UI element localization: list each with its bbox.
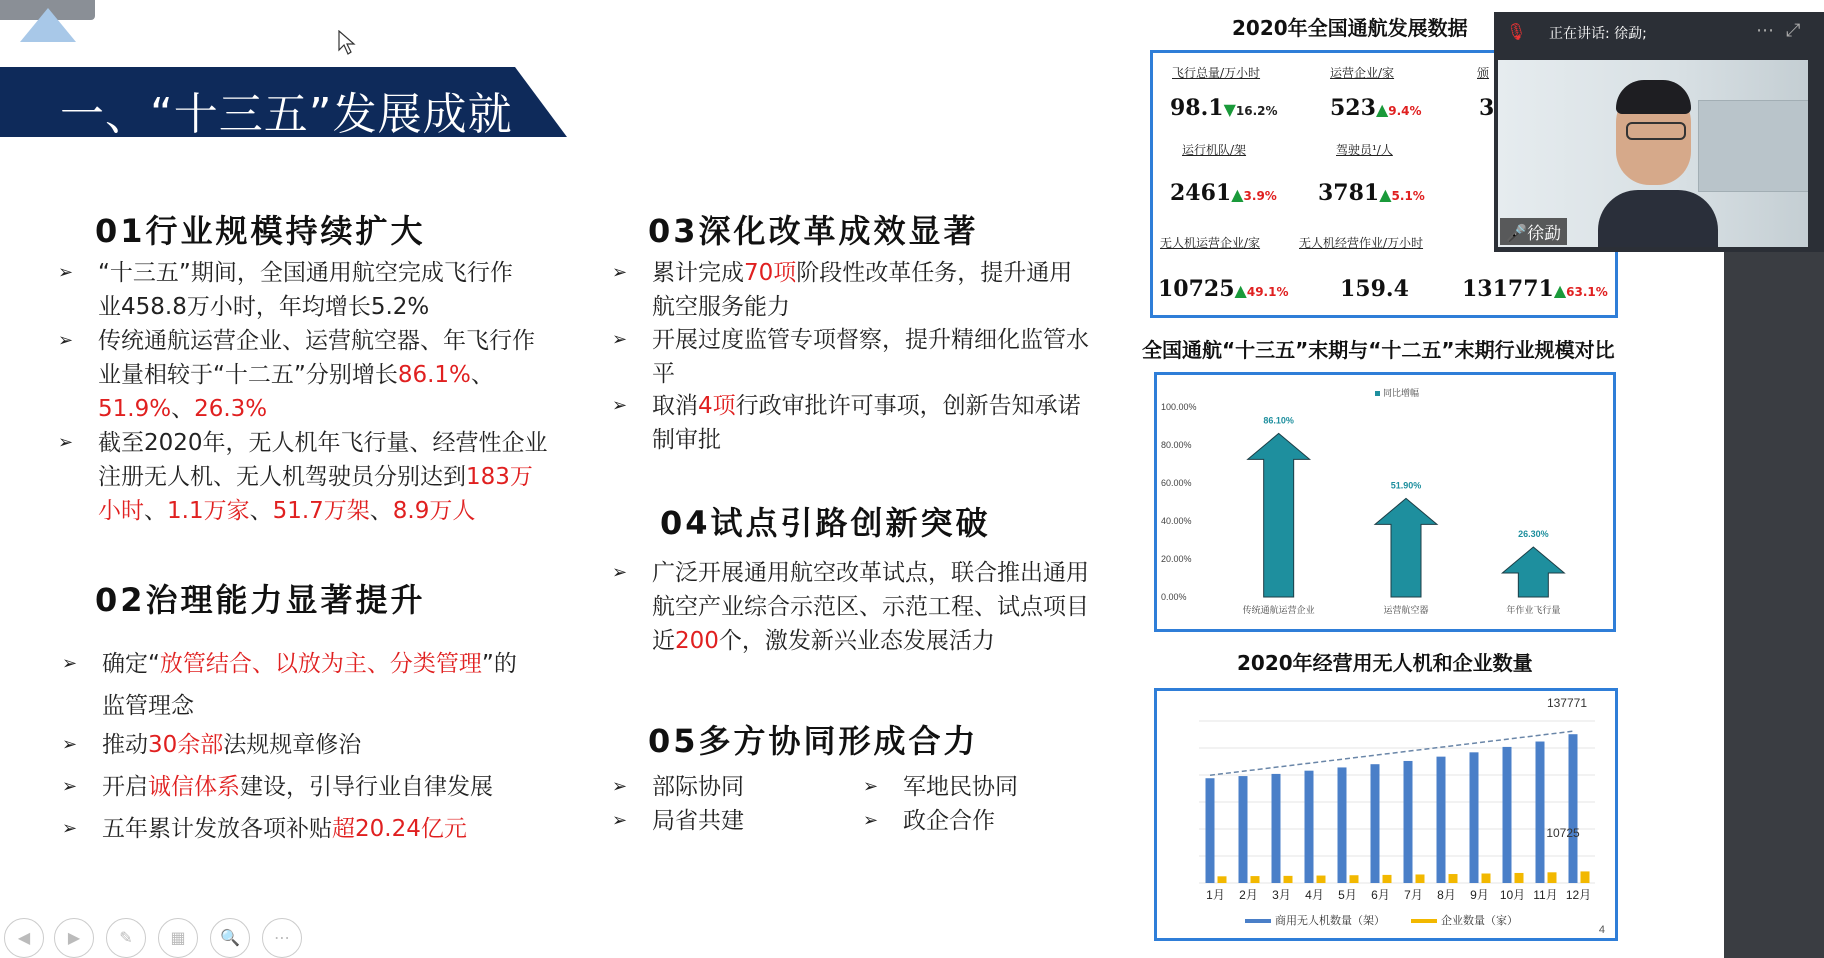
y-tick-label: 80.00% xyxy=(1161,440,1192,450)
page-number: 4 xyxy=(1598,924,1605,936)
company-count-bar xyxy=(1482,873,1491,883)
company-count-bar xyxy=(1581,871,1590,883)
x-tick-label: 4月 xyxy=(1305,888,1324,902)
legend-swatch xyxy=(1375,391,1380,396)
stat-label-pilots: 驾驶员¹/人 xyxy=(1336,143,1393,157)
y-tick-label: 100.00% xyxy=(1161,402,1197,412)
stat-label-fleet: 运行机队/架 xyxy=(1182,143,1247,157)
zoom-button[interactable] xyxy=(210,918,250,958)
s02-bullet-2: ➢ 推动30余部法规规章修治 xyxy=(62,728,532,762)
s03-bullet-2: ➢ 开展过度监管专项督察，提升精细化监管水平 xyxy=(612,323,1092,391)
x-tick-label: 11月 xyxy=(1533,888,1558,902)
speaker-body xyxy=(1598,190,1718,247)
drone-count-bar xyxy=(1338,767,1347,883)
arrow-bullet-icon: ➢ xyxy=(58,330,74,351)
drone-count-bar xyxy=(1437,757,1446,883)
section-05-heading: 05多方协同形成合力 xyxy=(648,722,979,760)
arrow-bullet-icon: ➢ xyxy=(58,432,74,453)
arrow-bar xyxy=(1248,433,1310,597)
mouse-cursor-icon xyxy=(337,30,357,56)
section-01-heading: 01行业规模持续扩大 xyxy=(95,212,426,250)
stat-drones: 131771▲63.1% xyxy=(1462,276,1608,302)
x-tick-label: 2月 xyxy=(1239,888,1258,902)
legend-label: 商用无人机数量（架） xyxy=(1275,915,1385,927)
drone-chart-box xyxy=(1154,688,1618,941)
x-tick-label: 运营航空器 xyxy=(1383,605,1429,615)
arrow-bullet-icon: ➢ xyxy=(62,818,78,839)
company-count-bar xyxy=(1383,875,1392,883)
drone-count-bar xyxy=(1206,778,1215,883)
s03-bullet-3: ➢ 取消4项行政审批许可事项，创新告知承诺制审批 xyxy=(612,389,1092,457)
y-tick-label: 40.00% xyxy=(1161,516,1192,526)
stat-pilots: 3781▲5.1% xyxy=(1318,180,1425,206)
company-annotation: 10725 xyxy=(1546,826,1580,840)
mic-muted-icon[interactable]: 🎙 xyxy=(1506,22,1527,41)
more-icon: ⋯ xyxy=(274,928,290,947)
s05-item-4: ➢ 政企合作 xyxy=(863,804,1083,838)
s02-bullet-3: ➢ 开启诚信体系建设，引导行业自律发展 xyxy=(62,770,532,804)
stat-operators: 523▲9.4% xyxy=(1330,95,1422,121)
s01-bullet-2: ➢ 传统通航运营企业、运营航空器、年飞行作业量相较于“十二五”分别增长86.1%、51.9%、26.3% xyxy=(58,324,548,426)
wall-map xyxy=(1698,100,1808,192)
y-tick-label: 0.00% xyxy=(1161,592,1187,602)
bar-value-label: 51.90% xyxy=(1390,480,1422,491)
x-tick-label: 3月 xyxy=(1272,888,1291,902)
prev-icon: ◀ xyxy=(17,928,31,947)
drone-count-bar xyxy=(1239,776,1248,883)
stat-label-drone-ops: 无人机经营作业/万小时 xyxy=(1299,236,1424,250)
drone-chart xyxy=(1157,691,1615,938)
bar-value-label: 26.30% xyxy=(1518,529,1549,540)
drone-count-bar xyxy=(1371,764,1380,883)
stats-title: 2020年全国通航发展数据 xyxy=(1232,16,1468,40)
compare-chart-box xyxy=(1154,372,1616,632)
x-tick-label: 8月 xyxy=(1437,888,1456,902)
stat-label-operators: 运营企业/家 xyxy=(1330,66,1395,80)
expand-icon[interactable]: ⤢ xyxy=(1786,20,1801,41)
stat-drone-operators: 10725▲49.1% xyxy=(1158,276,1289,302)
company-count-bar xyxy=(1284,876,1293,883)
s05-item-2: ➢ 军地民协同 xyxy=(863,770,1083,804)
compare-chart-title: 全国通航“十三五”末期与“十二五”末期行业规模对比 xyxy=(1142,338,1615,362)
grid-view-button[interactable] xyxy=(158,918,198,958)
drone-count-bar xyxy=(1404,761,1413,883)
speaker-hair xyxy=(1616,80,1691,114)
x-tick-label: 5月 xyxy=(1338,888,1357,902)
arrow-bullet-icon: ➢ xyxy=(863,810,879,831)
company-count-bar xyxy=(1416,874,1425,883)
s04-bullet-1: ➢ 广泛开展通用航空改革试点，联合推出通用航空产业综合示范区、示范工程、试点项目近200个，激发新兴业态发展活力 xyxy=(612,556,1102,658)
legend-label: 企业数量（家） xyxy=(1441,915,1518,927)
legend-swatch xyxy=(1245,919,1271,923)
more-button[interactable] xyxy=(262,918,302,958)
legend-label: 同比增幅 xyxy=(1383,388,1420,398)
prev-slide-button[interactable] xyxy=(4,918,44,958)
x-tick-label: 12月 xyxy=(1565,888,1592,902)
stat-partial: 3 xyxy=(1479,95,1495,121)
pen-button[interactable] xyxy=(106,918,146,958)
s05-item-3: ➢ 局省共建 xyxy=(612,804,812,838)
drone-count-bar xyxy=(1305,771,1314,883)
s02-bullet-4: ➢ 五年累计发放各项补贴超20.24亿元 xyxy=(62,812,532,846)
grid-icon: ▦ xyxy=(170,928,186,947)
more-options-icon[interactable]: ⋯ xyxy=(1756,20,1774,41)
stat-label-flight-total: 飞行总量/万小时 xyxy=(1172,66,1261,80)
section-02-heading: 02治理能力显著提升 xyxy=(95,581,426,619)
arrow-bullet-icon: ➢ xyxy=(612,562,628,583)
section-04-heading: 04试点引路创新突破 xyxy=(660,504,991,542)
stat-label-partial: 颁 xyxy=(1477,66,1490,80)
s05-item-1: ➢ 部际协同 xyxy=(612,770,812,804)
zoom-icon: 🔍 xyxy=(220,928,240,947)
speaking-status: 正在讲话: 徐勐; xyxy=(1549,26,1647,42)
mic-icon: 🎤 xyxy=(1506,224,1528,244)
x-tick-label: 1月 xyxy=(1206,888,1225,902)
arrow-bar xyxy=(1502,547,1564,597)
arrow-bullet-icon: ➢ xyxy=(62,776,78,797)
logo-icon xyxy=(20,8,76,42)
drone-count-bar xyxy=(1272,774,1281,883)
drone-count-bar xyxy=(1503,747,1512,883)
company-count-bar xyxy=(1548,872,1557,883)
s03-bullet-1: ➢ 累计完成70项阶段性改革任务，提升通用航空服务能力 xyxy=(612,256,1092,324)
company-count-bar xyxy=(1317,876,1326,883)
x-tick-label: 10月 xyxy=(1499,888,1526,902)
drone-count-bar xyxy=(1536,742,1545,883)
company-count-bar xyxy=(1251,876,1260,883)
company-count-bar xyxy=(1515,873,1524,883)
compare-chart xyxy=(1157,375,1613,629)
bar-value-label: 86.10% xyxy=(1263,415,1294,426)
arrow-bar xyxy=(1375,498,1437,597)
stat-drone-ops: 159.4 xyxy=(1340,276,1409,302)
video-status-bar xyxy=(1494,12,1824,52)
arrow-bullet-icon: ➢ xyxy=(863,776,879,797)
company-count-bar xyxy=(1218,876,1227,883)
stat-flight-total: 98.1▼16.2% xyxy=(1170,95,1278,121)
arrow-bullet-icon: ➢ xyxy=(612,776,628,797)
arrow-bullet-icon: ➢ xyxy=(612,329,628,350)
arrow-bullet-icon: ➢ xyxy=(612,262,628,283)
next-icon: ▶ xyxy=(67,928,81,947)
arrow-bullet-icon: ➢ xyxy=(62,734,78,755)
arrow-bullet-icon: ➢ xyxy=(62,653,78,674)
x-tick-label: 9月 xyxy=(1470,888,1489,902)
arrow-bullet-icon: ➢ xyxy=(612,395,628,416)
drone-count-bar xyxy=(1569,734,1578,883)
arrow-bullet-icon: ➢ xyxy=(612,810,628,831)
stat-label-drone-operators: 无人机运营企业/家 xyxy=(1160,236,1261,250)
x-tick-label: 年作业飞行量 xyxy=(1506,605,1561,615)
x-tick-label: 传统通航运营企业 xyxy=(1242,605,1315,615)
next-slide-button[interactable] xyxy=(54,918,94,958)
section-03-heading: 03深化改革成效显著 xyxy=(648,212,979,250)
s01-bullet-1: ➢ “十三五”期间，全国通用航空完成飞行作业458.8万小时，年均增长5.2% xyxy=(58,256,528,324)
slide-title: 一、“十三五”发展成就 xyxy=(60,89,513,140)
y-tick-label: 60.00% xyxy=(1161,478,1192,488)
glasses-icon xyxy=(1626,122,1686,140)
s01-bullet-3: ➢ 截至2020年，无人机年飞行量、经营性企业注册无人机、无人机驾驶员分别达到183万小时、1.1万家、51.7万架、8.9万人 xyxy=(58,426,548,528)
stat-fleet: 2461▲3.9% xyxy=(1170,180,1277,206)
trend-line xyxy=(1210,731,1573,775)
arrow-bullet-icon: ➢ xyxy=(58,262,74,283)
company-count-bar xyxy=(1449,874,1458,883)
y-tick-label: 20.00% xyxy=(1161,554,1192,564)
drone-chart-title: 2020年经营用无人机和企业数量 xyxy=(1237,651,1533,675)
x-tick-label: 6月 xyxy=(1371,888,1390,902)
legend-swatch xyxy=(1411,919,1437,923)
x-tick-label: 7月 xyxy=(1404,888,1423,902)
pen-icon: ✎ xyxy=(119,928,133,947)
drone-count-bar xyxy=(1470,752,1479,883)
s02-bullet-1: ➢ 确定“放管结合、以放为主、分类管理”的监管理念 xyxy=(62,643,532,727)
speaker-name-tag: 🎤徐勐 xyxy=(1500,218,1567,245)
max-annotation: 137771 xyxy=(1546,696,1587,710)
company-count-bar xyxy=(1350,875,1359,883)
